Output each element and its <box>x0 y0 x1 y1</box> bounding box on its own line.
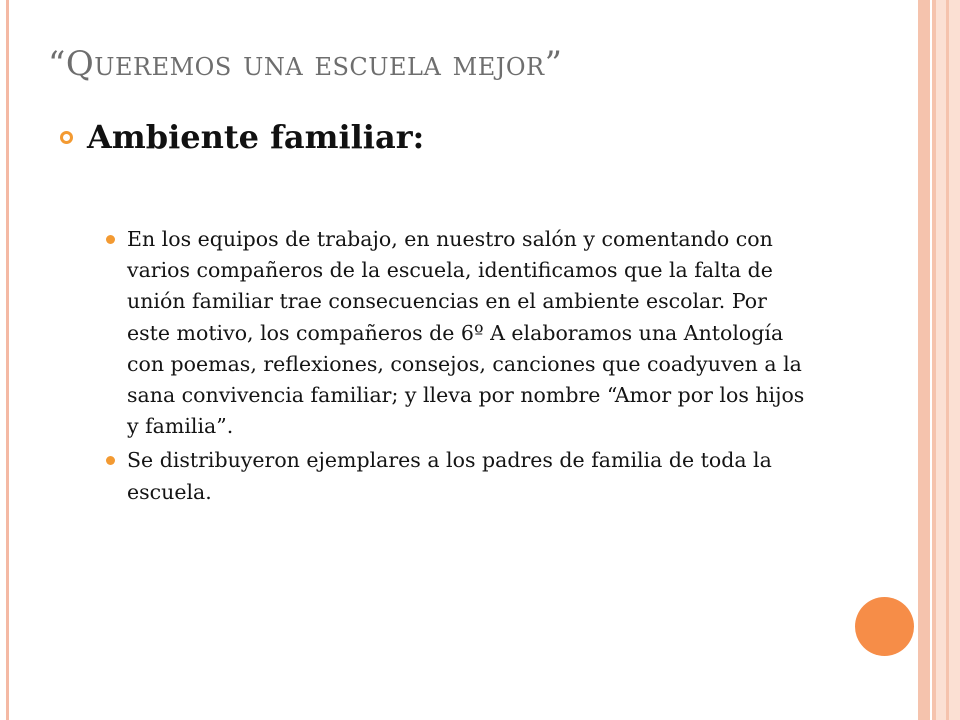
bullet-text: En los equipos de trabajo, en nuestro salón y comentando con varios compañeros de la escuela, identificamos que la falta de unión familiar trae consecuencias en el ambiente escolar. Por este motivo, los compañeros de 6º A elaboramos una Antología con poemas, reflexiones, consejos, canciones que coadyuven a la sana convivencia familiar; y lleva por nombre “Amor por los hijos y familia”. <box>127 227 805 439</box>
ring-bullet-icon <box>60 131 73 144</box>
bullet-list <box>106 224 806 511</box>
right-decorative-stripe <box>918 0 930 720</box>
right-decorative-stripe <box>936 0 946 720</box>
slide-title <box>48 44 562 84</box>
title-close-quote: ” <box>544 44 563 84</box>
decorative-circle <box>855 597 914 656</box>
bullet-dot-icon <box>106 456 115 465</box>
list-item <box>106 445 806 507</box>
bullet-dot-icon <box>106 235 115 244</box>
title-text: Queremos una escuela mejor <box>65 44 545 84</box>
left-border-line <box>6 0 9 720</box>
right-decorative-stripe <box>949 0 960 720</box>
bullet-text: Se distribuyeron ejemplares a los padres de familia de toda la escuela. <box>127 448 772 504</box>
list-item <box>106 224 806 442</box>
section-heading <box>60 118 424 156</box>
title-open-quote: “ <box>48 44 66 84</box>
section-heading-label: Ambiente familiar: <box>87 118 425 156</box>
